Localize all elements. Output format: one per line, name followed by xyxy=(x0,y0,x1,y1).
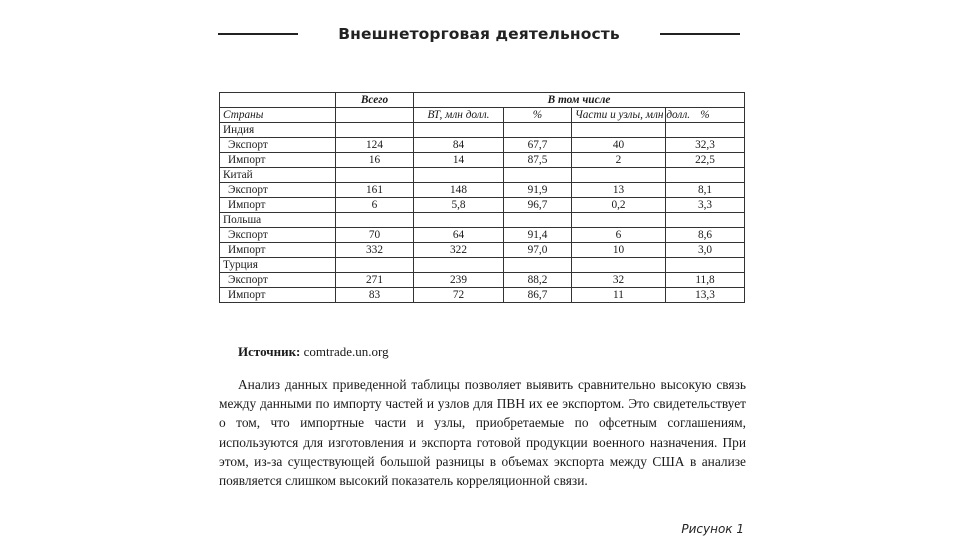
cell-pct2: 8,1 xyxy=(666,183,745,198)
cell-total: 70 xyxy=(336,228,414,243)
body-paragraph: Анализ данных приведенной таблицы позволяет выявить сравнительно высокую связь между данными по импорту частей и узлов для ПВН их ее экспортом. Это свидетельствует о том, что импортные части и узлы, приобретаемые по офсетным соглашениям, используются для изготовления и экспорта готовой продукции военного назначения. При этом, из-за существующей большой разницы в объемах экспорта между США в анализе появляется слишком высокий показатель корреляционной связи. xyxy=(219,377,746,489)
row-label: Экспорт xyxy=(220,138,336,153)
empty-cell xyxy=(666,168,745,183)
header-pct-vt: % xyxy=(504,108,572,123)
table-row xyxy=(220,243,745,258)
empty-cell xyxy=(504,213,572,228)
row-label: Импорт xyxy=(220,153,336,168)
cell-pct: 91,9 xyxy=(504,183,572,198)
cell-parts: 13 xyxy=(572,183,666,198)
cell-pct2: 3,3 xyxy=(666,198,745,213)
cell-total: 16 xyxy=(336,153,414,168)
cell-vt: 239 xyxy=(414,273,504,288)
cell-parts: 2 xyxy=(572,153,666,168)
empty-cell xyxy=(572,213,666,228)
cell-vt: 72 xyxy=(414,288,504,303)
header-total: Всего xyxy=(336,93,414,108)
cell-pct2: 22,5 xyxy=(666,153,745,168)
cell-pct: 87,5 xyxy=(504,153,572,168)
table-header-row-1 xyxy=(220,93,745,108)
empty-cell xyxy=(504,168,572,183)
page-title: Внешнеторговая деятельность xyxy=(338,25,620,43)
cell-vt: 148 xyxy=(414,183,504,198)
empty-cell xyxy=(336,213,414,228)
table-row xyxy=(220,273,745,288)
table-row xyxy=(220,228,745,243)
row-label: Импорт xyxy=(220,243,336,258)
cell-pct2: 11,8 xyxy=(666,273,745,288)
row-label: Импорт xyxy=(220,198,336,213)
country-row xyxy=(220,123,745,138)
cell-vt: 14 xyxy=(414,153,504,168)
source-value: comtrade.un.org xyxy=(300,344,389,359)
row-label: Экспорт xyxy=(220,273,336,288)
cell-pct2: 3,0 xyxy=(666,243,745,258)
cell-pct2: 13,3 xyxy=(666,288,745,303)
table-header-row-2 xyxy=(220,108,745,123)
cell-pct: 91,4 xyxy=(504,228,572,243)
source-line xyxy=(238,344,389,360)
title-rule-left xyxy=(218,33,298,35)
cell-pct: 88,2 xyxy=(504,273,572,288)
cell-total: 83 xyxy=(336,288,414,303)
cell-parts: 11 xyxy=(572,288,666,303)
title-row xyxy=(218,22,740,46)
table-row xyxy=(220,198,745,213)
header-parts: Части и узлы, млн долл. xyxy=(572,108,666,123)
title-rule-right xyxy=(660,33,740,35)
cell-parts: 40 xyxy=(572,138,666,153)
header-pct-parts: % xyxy=(666,108,745,123)
row-label: Экспорт xyxy=(220,183,336,198)
cell-pct2: 8,6 xyxy=(666,228,745,243)
empty-cell xyxy=(666,213,745,228)
empty-cell xyxy=(572,123,666,138)
cell-vt: 84 xyxy=(414,138,504,153)
country-row xyxy=(220,213,745,228)
empty-cell xyxy=(414,213,504,228)
cell-total: 124 xyxy=(336,138,414,153)
empty-cell xyxy=(572,258,666,273)
country-row xyxy=(220,168,745,183)
cell-total: 6 xyxy=(336,198,414,213)
cell-vt: 5,8 xyxy=(414,198,504,213)
country-name: Индия xyxy=(220,123,336,138)
cell-vt: 322 xyxy=(414,243,504,258)
header-blank xyxy=(336,108,414,123)
empty-cell xyxy=(414,258,504,273)
cell-total: 271 xyxy=(336,273,414,288)
empty-cell xyxy=(572,168,666,183)
table-row xyxy=(220,183,745,198)
country-name: Польша xyxy=(220,213,336,228)
header-countries: Страны xyxy=(220,108,336,123)
figure-caption: Рисунок 1 xyxy=(681,522,744,536)
empty-cell xyxy=(504,123,572,138)
empty-cell xyxy=(666,258,745,273)
cell-pct: 86,7 xyxy=(504,288,572,303)
cell-pct2: 32,3 xyxy=(666,138,745,153)
empty-cell xyxy=(414,123,504,138)
empty-cell xyxy=(414,168,504,183)
source-label: Источник: xyxy=(238,344,301,359)
cell-pct: 97,0 xyxy=(504,243,572,258)
empty-cell xyxy=(336,168,414,183)
table-row xyxy=(220,138,745,153)
cell-parts: 6 xyxy=(572,228,666,243)
cell-total: 161 xyxy=(336,183,414,198)
empty-cell xyxy=(666,123,745,138)
cell-pct: 96,7 xyxy=(504,198,572,213)
country-row xyxy=(220,258,745,273)
cell-total: 332 xyxy=(336,243,414,258)
table-row xyxy=(220,153,745,168)
header-blank xyxy=(220,93,336,108)
header-including: В том числе xyxy=(414,93,745,108)
empty-cell xyxy=(504,258,572,273)
cell-parts: 0,2 xyxy=(572,198,666,213)
cell-parts: 10 xyxy=(572,243,666,258)
header-vt: ВТ, млн долл. xyxy=(414,108,504,123)
trade-table xyxy=(219,92,745,303)
empty-cell xyxy=(336,258,414,273)
country-name: Китай xyxy=(220,168,336,183)
cell-vt: 64 xyxy=(414,228,504,243)
row-label: Импорт xyxy=(220,288,336,303)
cell-parts: 32 xyxy=(572,273,666,288)
country-name: Турция xyxy=(220,258,336,273)
row-label: Экспорт xyxy=(220,228,336,243)
empty-cell xyxy=(336,123,414,138)
cell-pct: 67,7 xyxy=(504,138,572,153)
table-row xyxy=(220,288,745,303)
